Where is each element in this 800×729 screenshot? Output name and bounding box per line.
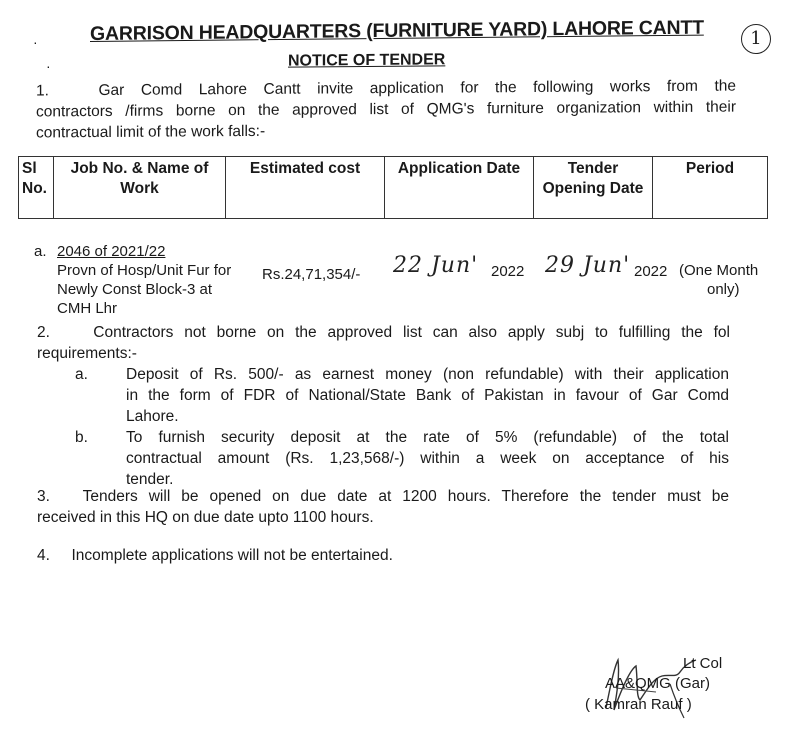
paragraph-number: 4. <box>37 547 50 564</box>
paragraph-4 <box>37 545 393 566</box>
paragraph-1-line-1: 1. Gar Comd Lahore Cantt invite application for the following works from the <box>36 77 736 100</box>
signatory-rank: Lt Col <box>683 655 723 672</box>
sub-item-b <box>126 427 729 490</box>
job-number: 2046 of 2021/22 <box>57 243 166 260</box>
application-date-handwritten: 22 Jun' <box>393 253 479 278</box>
work-name-line-3: CMH Lhr <box>57 300 118 317</box>
application-date-year: 2022 <box>491 263 525 280</box>
signatory-appointment: AA&QMG (Gar) <box>605 675 711 692</box>
header-application-date: Application Date <box>385 157 534 219</box>
paragraph-2-line-1: 2. Contractors not borne on the approved list can also apply subj to fulfilling the fol <box>37 324 730 341</box>
estimated-cost-value: Rs.24,71,354/- <box>262 266 361 283</box>
table-header-row <box>19 157 768 219</box>
sub-item-b-line-3: tender. <box>126 471 174 488</box>
notice-subtitle: NOTICE OF TENDER <box>288 51 446 70</box>
header-job-name: Job No. & Name of Work <box>54 157 226 219</box>
sub-item-b-letter: b. <box>75 429 88 446</box>
opening-date-year: 2022 <box>634 263 668 280</box>
paragraph-number: 2. <box>37 324 50 341</box>
paragraph-4-text: Incomplete applications will not be entertained. <box>71 547 393 564</box>
page-number: 1 <box>741 24 771 54</box>
period-line-2: only) <box>707 281 740 298</box>
page-title: GARRISON HEADQUARTERS (FURNITURE YARD) LAHORE CANTT <box>90 16 704 46</box>
sub-item-a <box>126 364 729 427</box>
header-sl-no: Sl No. <box>19 157 54 219</box>
paragraph-number: 1. <box>36 82 49 100</box>
sub-item-a-line-3: Lahore. <box>126 408 179 425</box>
paragraph-1 <box>36 76 736 144</box>
header-tender-opening-date: Tender Opening Date <box>534 157 653 219</box>
paragraph-3-line-2: received in this HQ on due date upto 1100 hours. <box>37 509 374 526</box>
sub-item-a-line-2: in the form of FDR of National/State Bank of Pakistan in favour of Gar Comd <box>126 387 729 404</box>
opening-date-handwritten: 29 Jun' <box>545 253 631 278</box>
work-name-line-2: Newly Const Block-3 at <box>57 281 213 298</box>
paragraph-1-line-3: contractual limit of the work falls:- <box>36 122 266 142</box>
paragraph-2-line-2: requirements:- <box>37 345 137 362</box>
header-estimated-cost: Estimated cost <box>226 157 385 219</box>
works-table <box>18 156 768 219</box>
sub-item-b-line-1: To furnish security deposit at the rate of 5% (refundable) of the total <box>126 429 729 446</box>
signatory-name: ( Kamran Rauf ) <box>585 696 692 713</box>
sub-item-b-line-2: contractual amount (Rs. 1,23,568/-) within a week on acceptance of his <box>126 450 729 467</box>
work-item-letter: a. <box>34 243 47 260</box>
paragraph-3 <box>37 486 729 528</box>
paragraph-number: 3. <box>37 488 50 505</box>
period-line-1: (One Month <box>679 262 759 279</box>
paragraph-1-line-2: contractors /firms borne on the approved list of QMG's furniture organization within their <box>36 98 736 121</box>
scan-mark: · <box>46 58 51 74</box>
scan-mark: · <box>33 34 38 50</box>
sub-item-a-letter: a. <box>75 366 88 383</box>
paragraph-3-line-1: 3. Tenders will be opened on due date at 1200 hours. Therefore the tender must be <box>37 488 730 505</box>
header-period: Period <box>653 157 768 219</box>
work-name-line-1: Provn of Hosp/Unit Fur for <box>57 262 232 279</box>
sub-item-a-line-1: Deposit of Rs. 500/- as earnest money (non refundable) with their application <box>126 366 729 383</box>
paragraph-2 <box>37 322 730 364</box>
